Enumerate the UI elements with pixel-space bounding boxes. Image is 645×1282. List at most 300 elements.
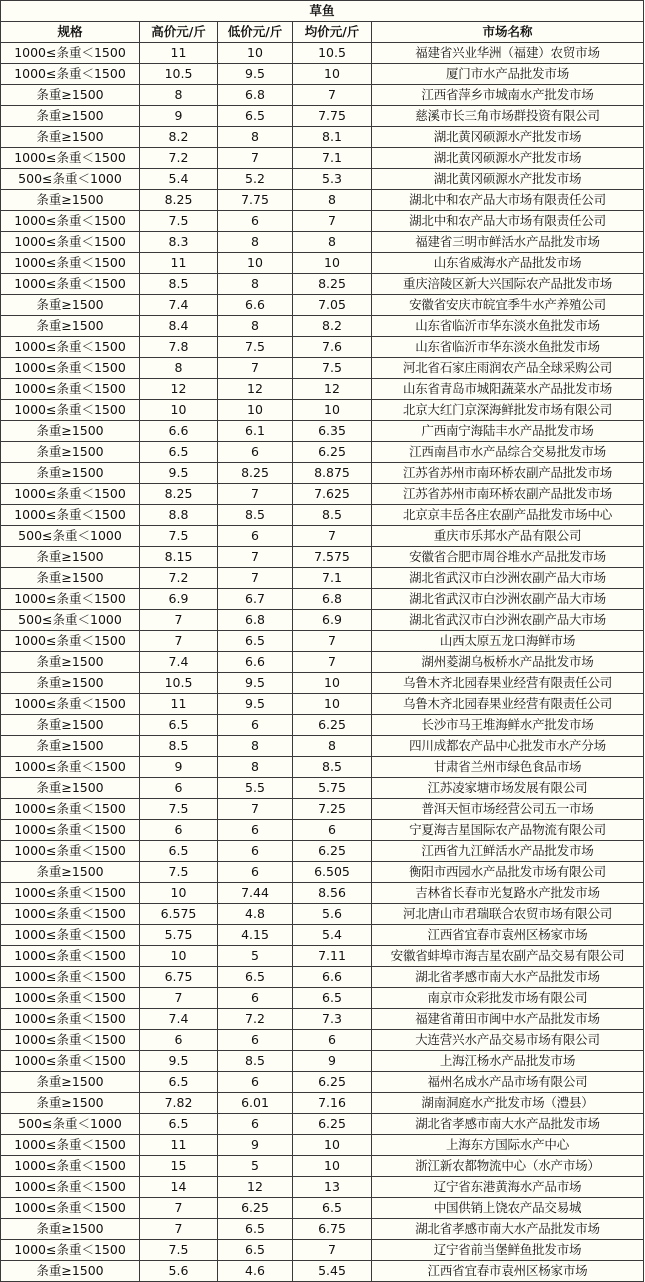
cell-avg-price: 10 [293,1135,372,1156]
cell-low-price: 12 [218,1177,293,1198]
cell-market-name: 福州名成水产品市场有限公司 [372,1072,644,1093]
table-row [1,1177,644,1198]
table-row [1,862,644,883]
cell-low-price: 7 [218,799,293,820]
cell-market-name: 辽宁省东港黄海水产品市场 [372,1177,644,1198]
cell-low-price: 6 [218,1114,293,1135]
cell-low-price: 9.5 [218,694,293,715]
header-row [1,22,644,43]
table-row [1,1219,644,1240]
cell-low-price: 8 [218,736,293,757]
table-row [1,1240,644,1261]
cell-avg-price: 10 [293,400,372,421]
cell-avg-price: 6.25 [293,1072,372,1093]
table-row [1,190,644,211]
cell-low-price: 6.01 [218,1093,293,1114]
cell-avg-price: 10 [293,253,372,274]
cell-spec: 1000≤条重＜1500 [1,400,140,421]
cell-spec: 条重≥1500 [1,547,140,568]
cell-high-price: 11 [140,253,218,274]
cell-low-price: 9 [218,1135,293,1156]
cell-spec: 条重≥1500 [1,1261,140,1282]
cell-low-price: 8.25 [218,463,293,484]
cell-avg-price: 7.11 [293,946,372,967]
cell-avg-price: 7.05 [293,295,372,316]
cell-low-price: 6 [218,1072,293,1093]
cell-avg-price: 6.8 [293,589,372,610]
table-row [1,757,644,778]
cell-low-price: 6 [218,442,293,463]
cell-low-price: 6 [218,211,293,232]
cell-avg-price: 5.6 [293,904,372,925]
cell-high-price: 5.75 [140,925,218,946]
table-row [1,589,644,610]
table-row [1,295,644,316]
cell-avg-price: 6.35 [293,421,372,442]
cell-spec: 1000≤条重＜1500 [1,946,140,967]
cell-market-name: 上海江杨水产品批发市场 [372,1051,644,1072]
cell-low-price: 7 [218,547,293,568]
cell-avg-price: 7.3 [293,1009,372,1030]
cell-spec: 条重≥1500 [1,652,140,673]
table-row [1,127,644,148]
cell-market-name: 江西南昌市水产品综合交易批发市场 [372,442,644,463]
cell-low-price: 8 [218,127,293,148]
cell-spec: 1000≤条重＜1500 [1,1177,140,1198]
table-row [1,43,644,64]
cell-high-price: 7.5 [140,211,218,232]
cell-market-name: 湖北中和农产品大市场有限责任公司 [372,190,644,211]
cell-market-name: 湖北省孝感市南大水产品批发市场 [372,1219,644,1240]
cell-spec: 1000≤条重＜1500 [1,631,140,652]
cell-spec: 1000≤条重＜1500 [1,820,140,841]
cell-low-price: 4.6 [218,1261,293,1282]
cell-spec: 条重≥1500 [1,442,140,463]
cell-spec: 条重≥1500 [1,106,140,127]
cell-high-price: 7 [140,988,218,1009]
cell-avg-price: 8.2 [293,316,372,337]
cell-high-price: 6 [140,820,218,841]
cell-avg-price: 6.6 [293,967,372,988]
table-row [1,694,644,715]
cell-market-name: 南京市众彩批发市场有限公司 [372,988,644,1009]
cell-high-price: 10 [140,883,218,904]
cell-market-name: 安徽省安庆市皖宜季牛水产养殖公司 [372,295,644,316]
cell-high-price: 9 [140,757,218,778]
cell-spec: 1000≤条重＜1500 [1,379,140,400]
table-row [1,484,644,505]
cell-high-price: 7.5 [140,799,218,820]
cell-low-price: 6.5 [218,631,293,652]
cell-market-name: 宁夏海吉星国际农产品物流有限公司 [372,820,644,841]
cell-low-price: 4.8 [218,904,293,925]
cell-avg-price: 7 [293,85,372,106]
header-market-name: 市场名称 [372,22,644,43]
cell-high-price: 6 [140,1030,218,1051]
cell-market-name: 江西省萍乡市城南水产批发市场 [372,85,644,106]
cell-low-price: 8.5 [218,505,293,526]
cell-avg-price: 7 [293,631,372,652]
cell-spec: 1000≤条重＜1500 [1,694,140,715]
cell-market-name: 中国供销上饶农产品交易城 [372,1198,644,1219]
table-row [1,358,644,379]
cell-avg-price: 6.25 [293,715,372,736]
cell-high-price: 7.2 [140,148,218,169]
cell-high-price: 5.4 [140,169,218,190]
cell-low-price: 6 [218,841,293,862]
table-row [1,316,644,337]
cell-low-price: 6.1 [218,421,293,442]
cell-high-price: 8.8 [140,505,218,526]
cell-spec: 500≤条重＜1000 [1,526,140,547]
cell-market-name: 大连营兴水产品交易市场有限公司 [372,1030,644,1051]
cell-avg-price: 12 [293,379,372,400]
cell-avg-price: 9 [293,1051,372,1072]
table-row [1,631,644,652]
cell-avg-price: 7 [293,526,372,547]
cell-high-price: 7.2 [140,568,218,589]
cell-spec: 条重≥1500 [1,316,140,337]
cell-high-price: 8.25 [140,190,218,211]
header-avg-price: 均价元/斤 [293,22,372,43]
cell-spec: 1000≤条重＜1500 [1,1240,140,1261]
cell-avg-price: 8.56 [293,883,372,904]
cell-high-price: 7.5 [140,1240,218,1261]
cell-avg-price: 13 [293,1177,372,1198]
cell-spec: 1000≤条重＜1500 [1,505,140,526]
cell-spec: 条重≥1500 [1,673,140,694]
cell-low-price: 6.25 [218,1198,293,1219]
cell-avg-price: 8.1 [293,127,372,148]
cell-market-name: 厦门市水产品批发市场 [372,64,644,85]
cell-spec: 1000≤条重＜1500 [1,967,140,988]
table-row [1,148,644,169]
cell-spec: 1000≤条重＜1500 [1,232,140,253]
cell-avg-price: 8.25 [293,274,372,295]
cell-high-price: 7.4 [140,295,218,316]
table-row [1,463,644,484]
table-row [1,442,644,463]
cell-market-name: 山东省青岛市城阳蔬菜水产品批发市场 [372,379,644,400]
cell-high-price: 8.5 [140,274,218,295]
cell-high-price: 8.2 [140,127,218,148]
cell-avg-price: 6.75 [293,1219,372,1240]
cell-spec: 条重≥1500 [1,127,140,148]
cell-low-price: 7.75 [218,190,293,211]
cell-spec: 条重≥1500 [1,463,140,484]
cell-avg-price: 10 [293,64,372,85]
cell-high-price: 6.5 [140,1114,218,1135]
cell-avg-price: 6 [293,820,372,841]
cell-market-name: 辽宁省前当堡鲜鱼批发市场 [372,1240,644,1261]
cell-market-name: 山东省威海水产品批发市场 [372,253,644,274]
cell-low-price: 6 [218,988,293,1009]
cell-low-price: 7 [218,358,293,379]
table-row [1,652,644,673]
cell-spec: 条重≥1500 [1,295,140,316]
cell-low-price: 8 [218,757,293,778]
cell-spec: 1000≤条重＜1500 [1,358,140,379]
cell-market-name: 重庆市乐邦水产品有限公司 [372,526,644,547]
cell-avg-price: 5.45 [293,1261,372,1282]
cell-market-name: 北京大红门京深海鲜批发市场有限公司 [372,400,644,421]
cell-market-name: 普洱天恒市场经营公司五一市场 [372,799,644,820]
table-row [1,274,644,295]
cell-low-price: 7 [218,484,293,505]
cell-high-price: 10 [140,400,218,421]
cell-market-name: 湖州菱湖乌板桥水产品批发市场 [372,652,644,673]
cell-high-price: 6.6 [140,421,218,442]
cell-low-price: 6 [218,862,293,883]
cell-market-name: 湖北黄冈硕源水产批发市场 [372,148,644,169]
cell-market-name: 河北唐山市君瑞联合农贸市场有限公司 [372,904,644,925]
cell-market-name: 慈溪市长三角市场群投资有限公司 [372,106,644,127]
cell-low-price: 6.8 [218,610,293,631]
cell-avg-price: 8.5 [293,505,372,526]
cell-low-price: 5.2 [218,169,293,190]
cell-high-price: 10.5 [140,673,218,694]
cell-spec: 条重≥1500 [1,1219,140,1240]
cell-market-name: 北京京丰岳各庄农副产品批发市场中心 [372,505,644,526]
cell-low-price: 6.5 [218,967,293,988]
cell-avg-price: 7 [293,211,372,232]
table-row [1,883,644,904]
cell-avg-price: 10 [293,673,372,694]
table-row [1,211,644,232]
cell-low-price: 8 [218,274,293,295]
table-row [1,337,644,358]
cell-market-name: 江西省宜春市袁州区杨家市场 [372,925,644,946]
cell-low-price: 10 [218,43,293,64]
cell-spec: 1000≤条重＜1500 [1,253,140,274]
cell-high-price: 12 [140,379,218,400]
cell-low-price: 6.5 [218,1219,293,1240]
cell-avg-price: 6.5 [293,988,372,1009]
cell-market-name: 湖北省武汉市白沙洲农副产品大市场 [372,610,644,631]
cell-high-price: 7 [140,631,218,652]
cell-high-price: 8 [140,85,218,106]
cell-avg-price: 8 [293,232,372,253]
cell-market-name: 广西南宁海陆丰水产品批发市场 [372,421,644,442]
table-row [1,736,644,757]
cell-low-price: 10 [218,400,293,421]
cell-avg-price: 7.1 [293,568,372,589]
table-row [1,85,644,106]
cell-low-price: 7.2 [218,1009,293,1030]
cell-high-price: 7 [140,1219,218,1240]
cell-high-price: 9.5 [140,1051,218,1072]
cell-avg-price: 7 [293,1240,372,1261]
cell-market-name: 甘肃省兰州市绿色食品市场 [372,757,644,778]
cell-spec: 条重≥1500 [1,715,140,736]
table-row [1,904,644,925]
cell-low-price: 7.44 [218,883,293,904]
cell-low-price: 7 [218,148,293,169]
cell-spec: 1000≤条重＜1500 [1,148,140,169]
cell-market-name: 福建省三明市鲜活水产品批发市场 [372,232,644,253]
cell-avg-price: 7.6 [293,337,372,358]
cell-high-price: 7.4 [140,652,218,673]
cell-high-price: 8.4 [140,316,218,337]
table-title: 草鱼 [1,1,644,22]
cell-spec: 500≤条重＜1000 [1,610,140,631]
cell-market-name: 江苏省苏州市南环桥农副产品批发市场 [372,484,644,505]
cell-low-price: 5.5 [218,778,293,799]
cell-market-name: 乌鲁木齐北园春果业经营有限责任公司 [372,694,644,715]
cell-avg-price: 6 [293,1030,372,1051]
cell-market-name: 江西省宜春市袁州区杨家市场 [372,1261,644,1282]
table-row [1,673,644,694]
cell-high-price: 7.8 [140,337,218,358]
cell-low-price: 6.6 [218,295,293,316]
table-row [1,1030,644,1051]
cell-high-price: 6.5 [140,442,218,463]
cell-market-name: 江苏省苏州市南环桥农副产品批发市场 [372,463,644,484]
cell-market-name: 山东省临沂市华东淡水鱼批发市场 [372,337,644,358]
cell-high-price: 9 [140,106,218,127]
cell-high-price: 6.5 [140,715,218,736]
table-row [1,778,644,799]
cell-avg-price: 8.875 [293,463,372,484]
cell-spec: 1000≤条重＜1500 [1,1135,140,1156]
cell-spec: 条重≥1500 [1,862,140,883]
cell-spec: 1000≤条重＜1500 [1,1051,140,1072]
cell-low-price: 6.5 [218,1240,293,1261]
cell-low-price: 10 [218,253,293,274]
table-row [1,1114,644,1135]
cell-spec: 1000≤条重＜1500 [1,1156,140,1177]
cell-avg-price: 7.16 [293,1093,372,1114]
table-row [1,1051,644,1072]
cell-spec: 1000≤条重＜1500 [1,757,140,778]
cell-avg-price: 8.5 [293,757,372,778]
table-row [1,568,644,589]
table-row [1,253,644,274]
cell-spec: 1000≤条重＜1500 [1,337,140,358]
cell-market-name: 湖北中和农产品大市场有限责任公司 [372,211,644,232]
cell-high-price: 5.6 [140,1261,218,1282]
table-body [1,43,644,1282]
cell-avg-price: 5.75 [293,778,372,799]
table-row [1,1261,644,1282]
table-title-row [1,1,644,22]
table-row [1,64,644,85]
cell-high-price: 11 [140,43,218,64]
cell-low-price: 6 [218,820,293,841]
cell-spec: 条重≥1500 [1,1072,140,1093]
cell-avg-price: 6.25 [293,442,372,463]
cell-market-name: 福建省莆田市闽中水产品批发市场 [372,1009,644,1030]
cell-avg-price: 6.505 [293,862,372,883]
cell-avg-price: 7.5 [293,358,372,379]
cell-market-name: 浙江新农都物流中心（水产市场） [372,1156,644,1177]
cell-low-price: 6.8 [218,85,293,106]
cell-market-name: 湖北省武汉市白沙洲农副产品大市场 [372,589,644,610]
cell-high-price: 11 [140,1135,218,1156]
table-row [1,169,644,190]
cell-spec: 条重≥1500 [1,85,140,106]
cell-avg-price: 7.575 [293,547,372,568]
table-row [1,1093,644,1114]
cell-spec: 500≤条重＜1000 [1,169,140,190]
cell-avg-price: 10.5 [293,43,372,64]
table-row [1,526,644,547]
cell-spec: 1000≤条重＜1500 [1,211,140,232]
cell-avg-price: 5.3 [293,169,372,190]
table-row [1,820,644,841]
cell-high-price: 7.5 [140,526,218,547]
cell-spec: 1000≤条重＜1500 [1,883,140,904]
cell-high-price: 7 [140,610,218,631]
cell-spec: 1000≤条重＜1500 [1,43,140,64]
cell-market-name: 江苏凌家塘市场发展有限公司 [372,778,644,799]
cell-market-name: 上海东方国际水产中心 [372,1135,644,1156]
table-row [1,106,644,127]
cell-low-price: 6 [218,1030,293,1051]
cell-market-name: 长沙市马王堆海鲜水产批发市场 [372,715,644,736]
cell-market-name: 重庆涪陵区新大兴国际农产品批发市场 [372,274,644,295]
cell-avg-price: 7.1 [293,148,372,169]
table-row [1,505,644,526]
cell-spec: 1000≤条重＜1500 [1,589,140,610]
cell-avg-price: 7.25 [293,799,372,820]
cell-spec: 条重≥1500 [1,1093,140,1114]
cell-high-price: 15 [140,1156,218,1177]
cell-low-price: 7 [218,568,293,589]
table-row [1,421,644,442]
cell-spec: 1000≤条重＜1500 [1,64,140,85]
cell-low-price: 7.5 [218,337,293,358]
table-row [1,1072,644,1093]
cell-high-price: 8.15 [140,547,218,568]
cell-avg-price: 5.4 [293,925,372,946]
cell-high-price: 11 [140,694,218,715]
cell-high-price: 6 [140,778,218,799]
cell-market-name: 湖北省孝感市南大水产品批发市场 [372,967,644,988]
cell-market-name: 湖南洞庭水产批发市场（澧县） [372,1093,644,1114]
cell-low-price: 6 [218,526,293,547]
cell-high-price: 6.575 [140,904,218,925]
cell-market-name: 山西太原五龙口海鲜市场 [372,631,644,652]
cell-spec: 1000≤条重＜1500 [1,1198,140,1219]
cell-spec: 1000≤条重＜1500 [1,925,140,946]
cell-high-price: 8 [140,358,218,379]
table-row [1,799,644,820]
table-row [1,841,644,862]
cell-low-price: 8.5 [218,1051,293,1072]
cell-market-name: 湖北省孝感市南大水产品批发市场 [372,1114,644,1135]
cell-high-price: 8.5 [140,736,218,757]
cell-avg-price: 6.5 [293,1198,372,1219]
cell-avg-price: 6.25 [293,841,372,862]
cell-avg-price: 7.625 [293,484,372,505]
cell-high-price: 10.5 [140,64,218,85]
cell-market-name: 安徽省蚌埠市海吉星农副产品交易有限公司 [372,946,644,967]
cell-market-name: 安徽省合肥市周谷堆水产品批发市场 [372,547,644,568]
cell-spec: 1000≤条重＜1500 [1,274,140,295]
table-row [1,946,644,967]
cell-high-price: 6.75 [140,967,218,988]
cell-avg-price: 10 [293,694,372,715]
cell-avg-price: 8 [293,190,372,211]
cell-avg-price: 6.25 [293,1114,372,1135]
cell-high-price: 9.5 [140,463,218,484]
table-row [1,988,644,1009]
cell-high-price: 7.82 [140,1093,218,1114]
cell-high-price: 7 [140,1198,218,1219]
cell-spec: 1000≤条重＜1500 [1,904,140,925]
table-row [1,967,644,988]
